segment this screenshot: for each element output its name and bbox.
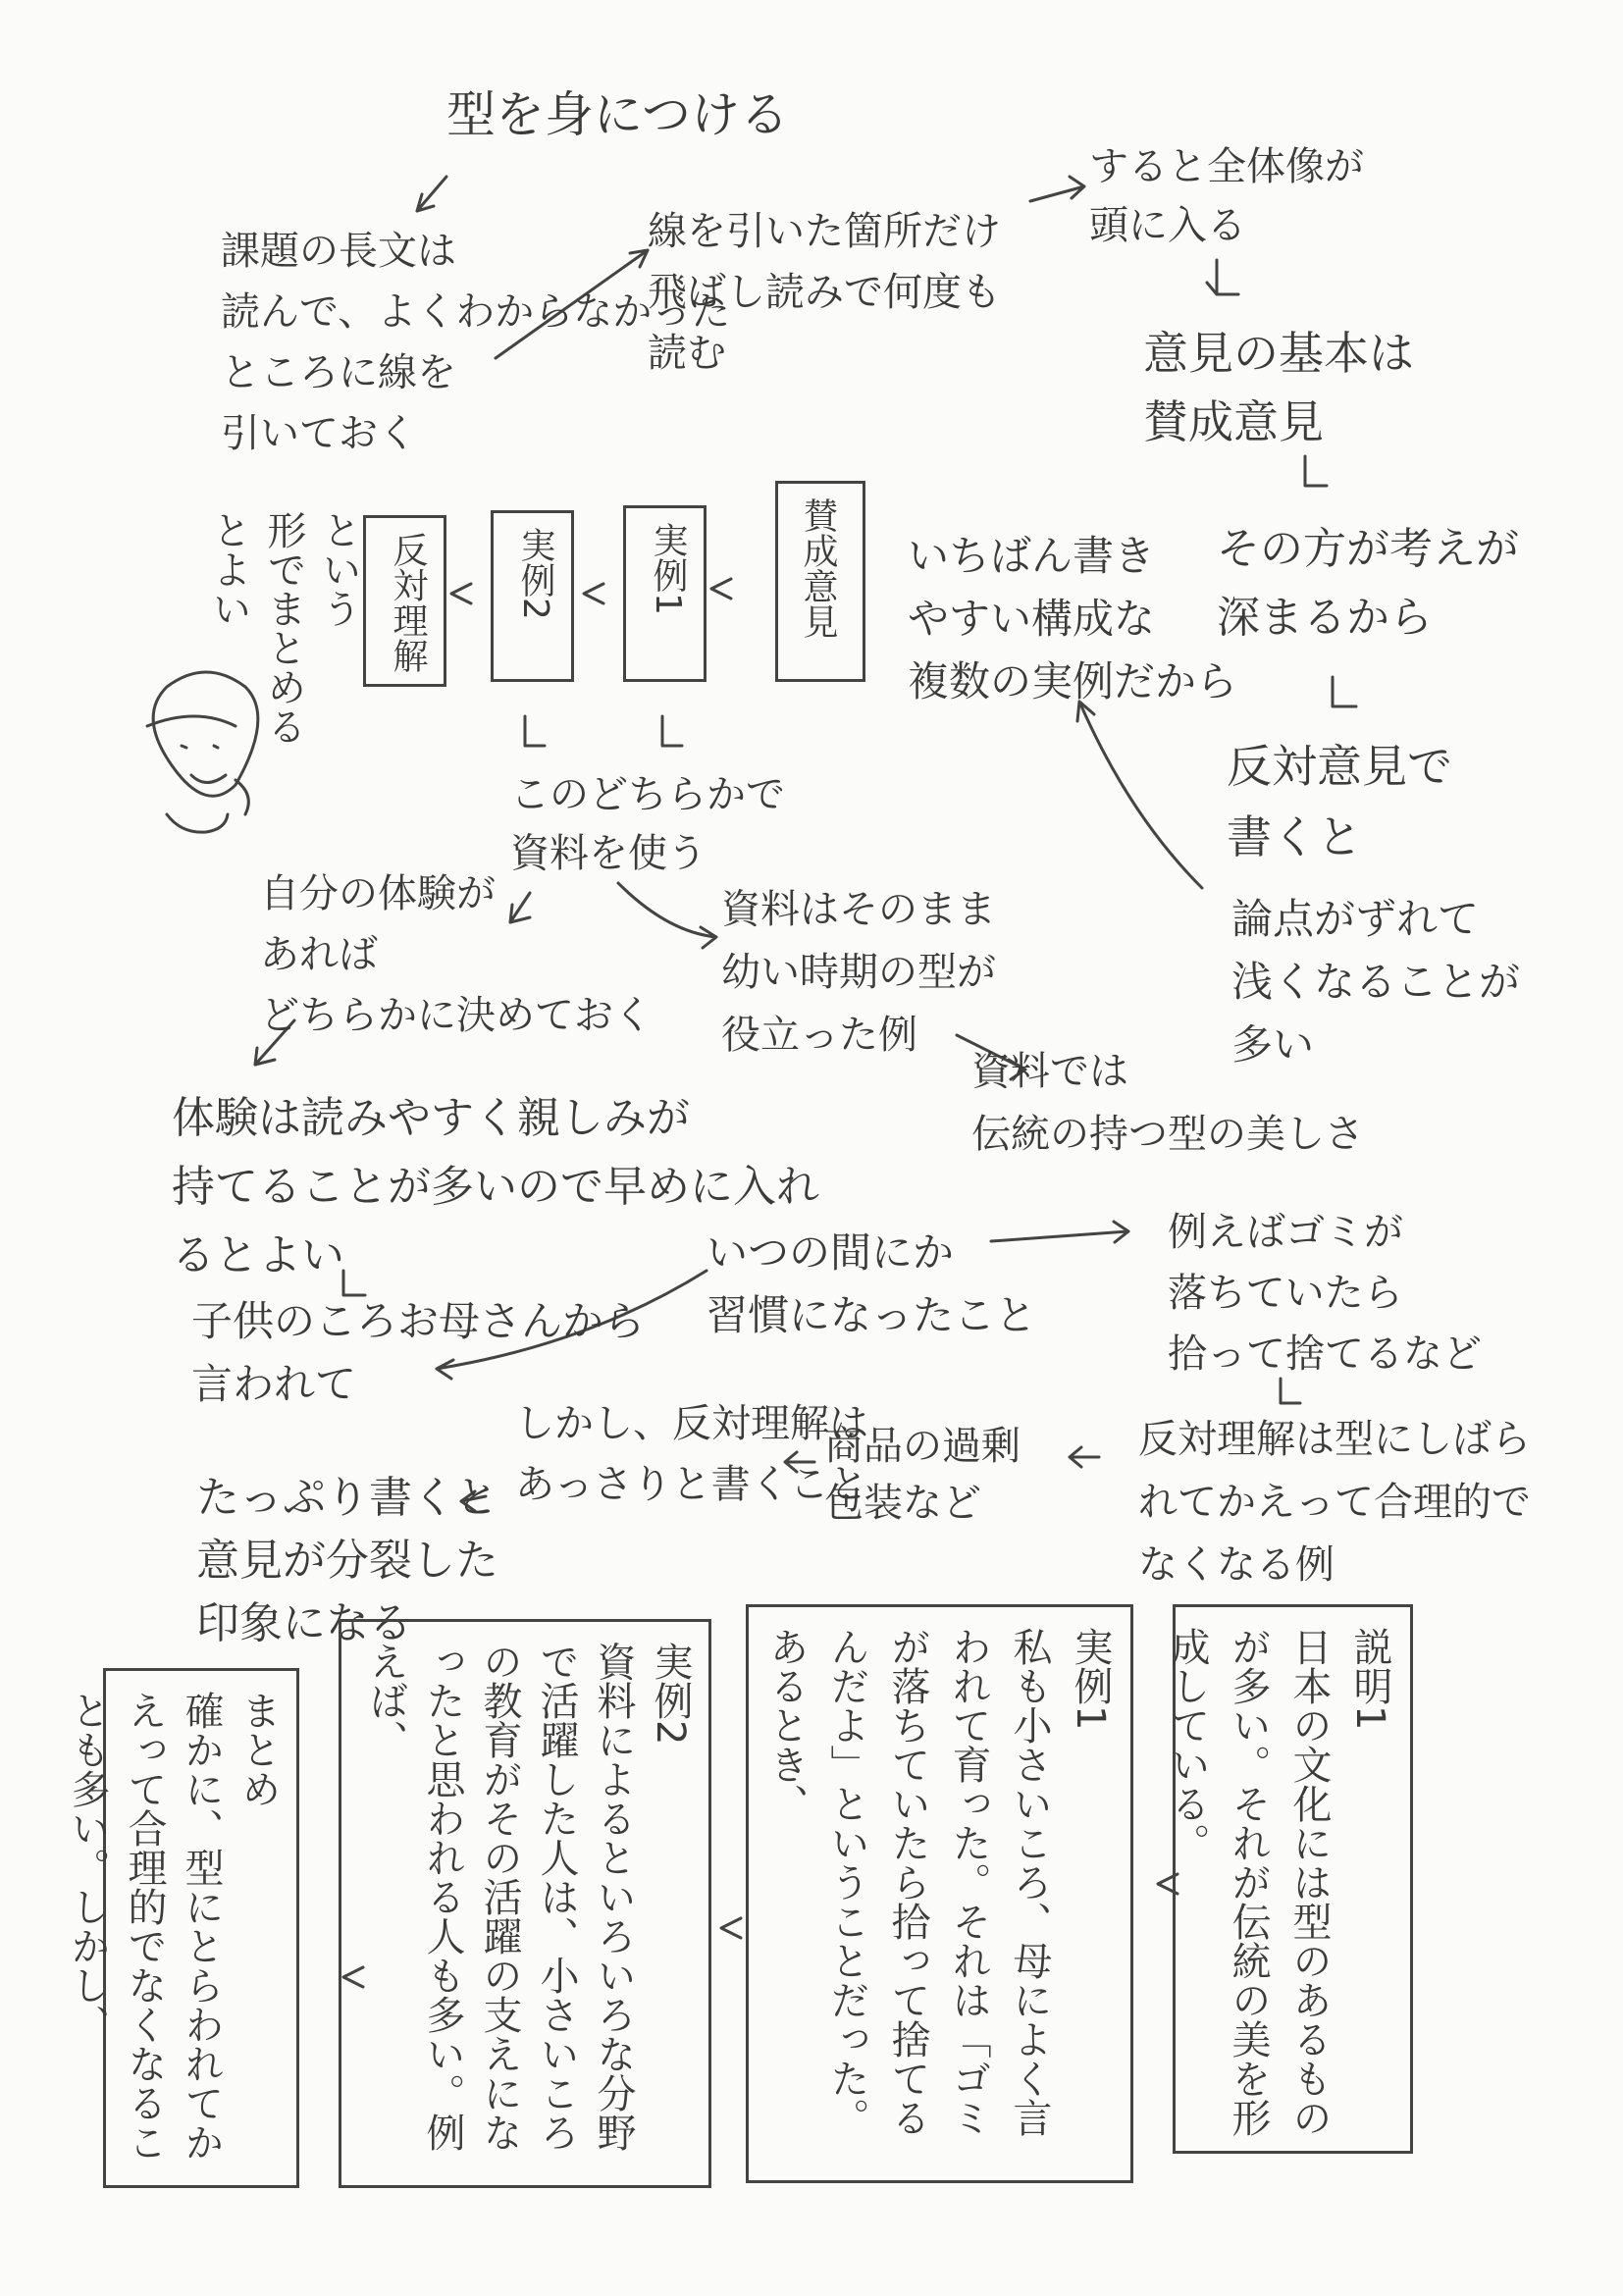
structure-box-1: 反対理解 — [363, 515, 446, 687]
page-title: 型を身につける — [446, 86, 789, 143]
note-garbage: 例えばゴミが 落ちていたら 拾って捨てるなど — [1168, 1210, 1482, 1377]
essay-column-explanation1: 説明1 日本の文化には型のあるものが多い。それが伝統の美を形成している。 — [1173, 1604, 1413, 2154]
note-oppose: 反対意見で 書くと — [1227, 740, 1452, 863]
note-easy: いちばん書き やすい構成な 複数の実例だから — [908, 532, 1238, 705]
note-plenty: たっぷり書くと 意見が分裂した 印象になる — [196, 1473, 498, 1648]
note-product: 商品の過剰 包装など — [824, 1424, 1021, 1526]
note-mother: 子供のころお母さんから 言われて — [191, 1297, 646, 1408]
essay-column-example2: 実例2 資料によるといろいろな分野で活躍した人は、小さいころの教育がその活躍の支えになったと思われる人も多い。例えば、 — [339, 1619, 711, 2188]
structure-box-2: 実例2 — [491, 510, 574, 682]
note-skim: 線を引いた箇所だけ 飛ばし読みで何度も 読む — [648, 209, 1001, 376]
note-own: 自分の体験が あれば どちらかに決めておく — [260, 871, 653, 1038]
essay-column-summary: まとめ 確かに、型にとらわれてかえって合理的でなくなることも多い。しかし、 — [103, 1668, 299, 2188]
essay-column-example1: 実例1 私も小さいころ、母によく言われて育った。それは「ゴミが落ちていたら拾って捨てるんだよ」ということだった。あるとき、 — [746, 1604, 1133, 2183]
note-deeper: その方が考えが 深まるから — [1217, 524, 1519, 643]
note-habit: いつの間にか 習慣になったこと — [707, 1228, 1037, 1339]
structure-box-3: 実例1 — [623, 505, 707, 682]
note-material2: 資料では 伝統の持つ型の美しさ — [971, 1049, 1364, 1157]
structure-box-4: 賛成意見 — [775, 481, 865, 682]
note-briefly: しかし、反対理解は あっさりと書くこと — [515, 1401, 868, 1507]
structure-note: という 形でまとめる とよい — [206, 510, 361, 746]
note-basic: 意見の基本は 賛成意見 — [1143, 327, 1414, 448]
note-experience: 体験は読みやすく親しみが 持てることが多いので早めに入れ るとよい — [172, 1093, 819, 1280]
note-overall: すると全体像が 頭に入る — [1089, 144, 1364, 248]
note-either: このどちらかで 資料を使う — [510, 772, 785, 876]
note-reverse: 反対理解は型にしばら れてかえって合理的で なくなる例 — [1138, 1417, 1531, 1588]
note-material-example: 資料はそのまま 幼い時期の型が 役立った例 — [721, 887, 996, 1058]
note-shallow: 論点がずれて 浅くなることが 多い — [1231, 895, 1521, 1069]
note-read-long: 課題の長文は 読んで、よくわからなかった ところに線を 引いておく — [221, 229, 731, 456]
